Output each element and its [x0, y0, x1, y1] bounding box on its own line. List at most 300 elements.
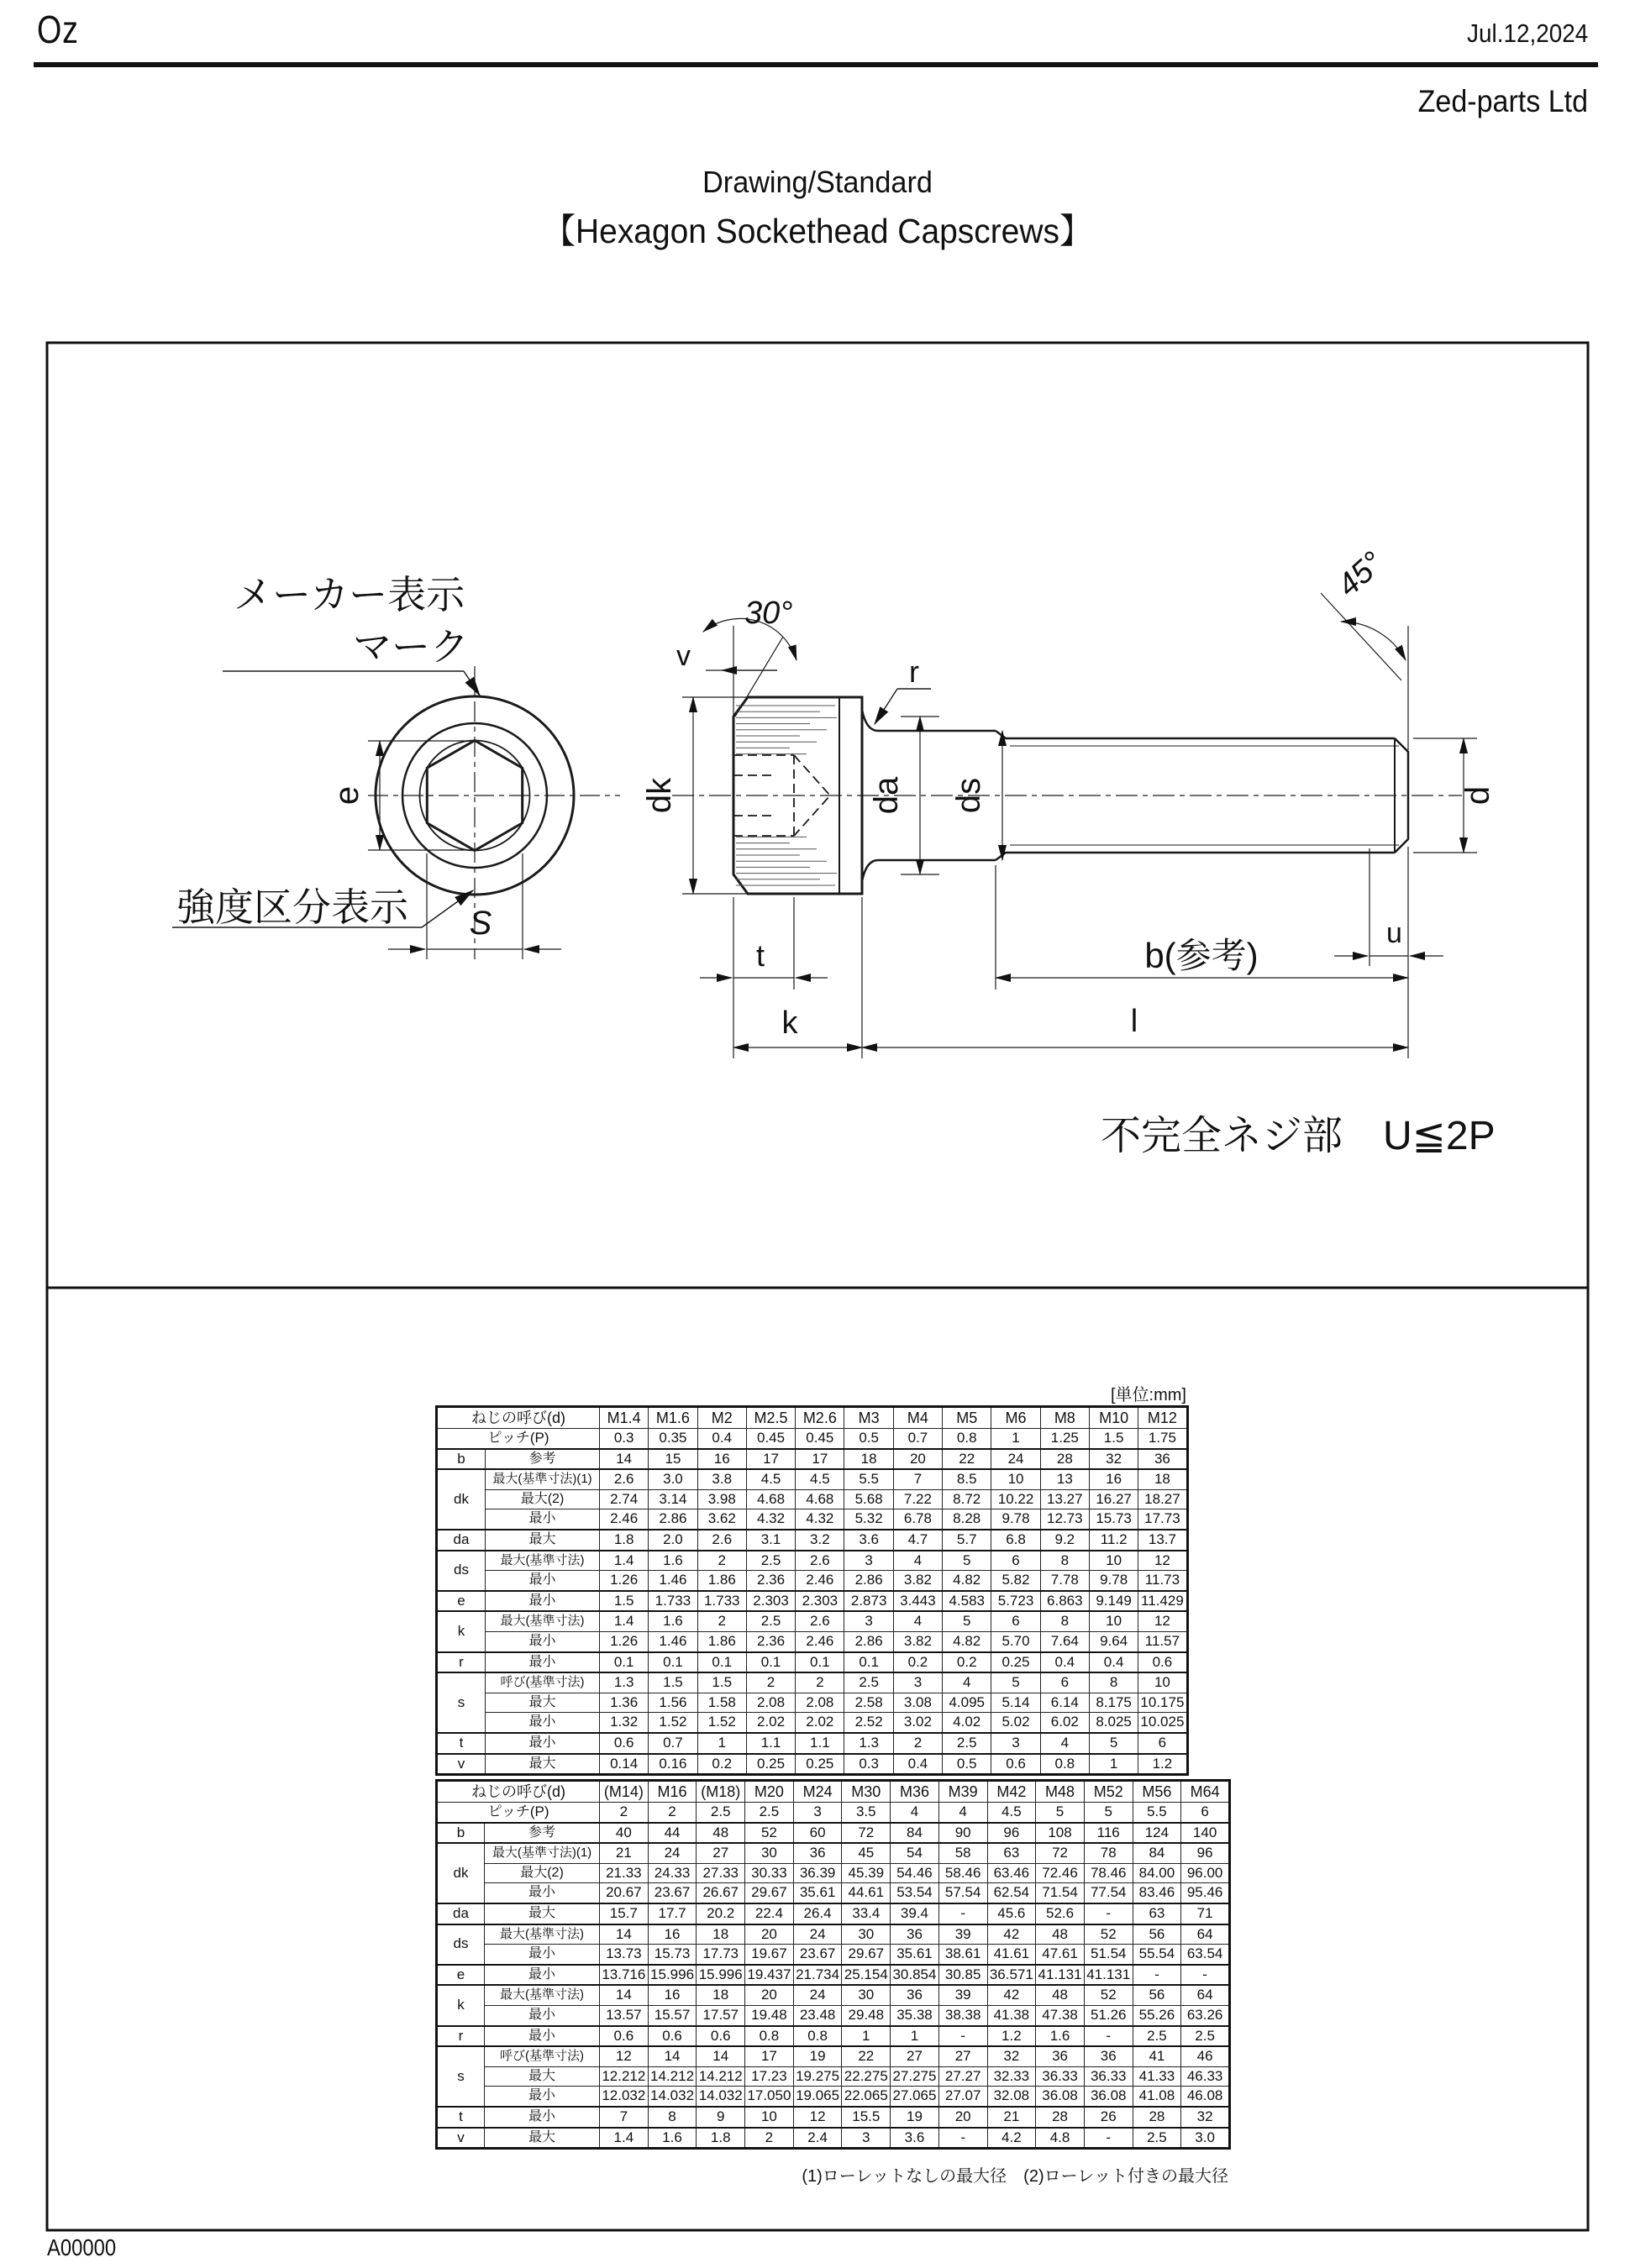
cell: 26.4 — [793, 1903, 842, 1924]
cell: M48 — [1036, 1781, 1085, 1803]
cell: 13.57 — [600, 2005, 649, 2025]
cell: 1.52 — [649, 1713, 697, 1733]
cell: 5.5 — [844, 1469, 893, 1489]
cell: 2.873 — [844, 1591, 893, 1612]
cell: 3 — [844, 1611, 893, 1631]
cell: 1.2 — [1138, 1754, 1187, 1775]
cell: dk — [437, 1843, 485, 1903]
cell: 28 — [1133, 2107, 1181, 2128]
cell: 17.7 — [648, 1903, 697, 1924]
cell: 17.73 — [1138, 1509, 1187, 1530]
cell: 52 — [1084, 1985, 1133, 2005]
cell: 最小 — [486, 1509, 600, 1530]
cell: 4.02 — [943, 1713, 991, 1733]
page-title: Drawing/Standard — [702, 165, 933, 199]
cell: 42 — [987, 1924, 1036, 1945]
cell: 23.67 — [793, 1945, 842, 1965]
cell: 2.5 — [746, 1551, 795, 1571]
cell: 17 — [745, 2046, 794, 2066]
cell: 0.7 — [893, 1429, 942, 1449]
dim-label-da: da — [868, 776, 905, 815]
cell: 4.32 — [796, 1509, 844, 1530]
cell: 30 — [745, 1843, 794, 1863]
cell: 最小 — [486, 1713, 600, 1733]
cell: 20 — [745, 1924, 794, 1945]
cell: 3.6 — [891, 2128, 939, 2149]
cell: 15.73 — [1089, 1509, 1138, 1530]
cell: 2 — [697, 1611, 746, 1631]
cell: 71.54 — [1036, 1883, 1085, 1903]
cell: da — [437, 1530, 486, 1551]
cell: 36 — [1036, 2046, 1085, 2066]
cell: 14 — [648, 2046, 697, 2066]
cell: 1.26 — [600, 1631, 649, 1651]
cell: 8.5 — [943, 1469, 991, 1489]
cell: 1.4 — [600, 2128, 649, 2149]
cell: 72 — [842, 1823, 891, 1844]
cell: 12 — [1138, 1551, 1187, 1571]
page-subtitle: 【Hexagon Sockethead Capscrews】 — [543, 212, 1092, 250]
cell: 51.26 — [1084, 2005, 1133, 2025]
cell: ねじの呼び(d) — [437, 1781, 600, 1803]
cell: 12 — [793, 2107, 842, 2128]
cell: 45.6 — [987, 1903, 1036, 1924]
cell: v — [437, 1754, 486, 1775]
cell: (M18) — [697, 1781, 745, 1803]
cell: 2.303 — [796, 1591, 844, 1612]
cell: 最小 — [485, 1883, 600, 1903]
cell: 0.6 — [600, 2026, 649, 2047]
cell: 58.46 — [938, 1863, 987, 1883]
cell: 最小 — [485, 2087, 600, 2107]
cell: 30.33 — [745, 1863, 794, 1883]
cell: 48 — [697, 1823, 745, 1844]
cell: 0.1 — [600, 1652, 649, 1673]
cell: 32.08 — [987, 2087, 1036, 2107]
cell: 51.54 — [1084, 1945, 1133, 1965]
doc-number: A00000 — [47, 2234, 117, 2260]
cell: 14 — [600, 1985, 649, 2005]
cell: 5.5 — [1133, 1803, 1181, 1823]
cell: 45 — [842, 1843, 891, 1863]
maker-mark-label-line1: メーカー表示 — [234, 573, 465, 617]
cell: 0.25 — [746, 1754, 795, 1775]
cell: 6.14 — [1040, 1693, 1089, 1713]
dim-label-r: r — [909, 654, 919, 689]
cell: 64 — [1181, 1924, 1230, 1945]
cell: 最小 — [485, 2005, 600, 2025]
cell: 27.065 — [891, 2087, 939, 2107]
cell: 2.5 — [697, 1803, 745, 1823]
cell: 6.863 — [1040, 1591, 1089, 1612]
cell: 32.33 — [987, 2066, 1036, 2087]
cell: 0.16 — [649, 1754, 697, 1775]
cell: 8.025 — [1089, 1713, 1138, 1733]
cell: 2 — [600, 1803, 649, 1823]
cell: 4.82 — [943, 1631, 991, 1651]
dim-label-dk: dk — [641, 777, 678, 814]
cell: 27.33 — [697, 1863, 745, 1883]
cell: 4.5 — [987, 1803, 1036, 1823]
cell: 2 — [746, 1672, 795, 1693]
cell: 36 — [891, 1924, 939, 1945]
cell: 17 — [796, 1449, 844, 1470]
cell: 84 — [891, 1823, 939, 1844]
cell: 0.5 — [844, 1429, 893, 1449]
cell: 32 — [1181, 2107, 1230, 2128]
cell: v — [437, 2128, 485, 2149]
cell: M6 — [991, 1407, 1040, 1429]
cell: 0.2 — [893, 1652, 942, 1673]
cell: 7 — [600, 2107, 649, 2128]
cell: 1.6 — [1036, 2026, 1085, 2047]
cell: 2.46 — [600, 1509, 649, 1530]
cell: 27.07 — [938, 2087, 987, 2107]
cell: 最小 — [485, 1965, 600, 1986]
cell: 2.86 — [844, 1631, 893, 1651]
dim-label-k: k — [781, 1005, 798, 1041]
cell: 46.33 — [1181, 2066, 1230, 2087]
cell: 3.8 — [697, 1469, 746, 1489]
cell: 0.6 — [600, 1733, 649, 1754]
cell: 36 — [1084, 2046, 1133, 2066]
cell: 16 — [648, 1985, 697, 2005]
cell: 36.39 — [793, 1863, 842, 1883]
cell: 4.583 — [943, 1591, 991, 1612]
cell: 最大(基準寸法) — [486, 1611, 600, 1631]
cell: 5 — [1036, 1803, 1085, 1823]
cell: 24 — [793, 1924, 842, 1945]
cell: s — [437, 2046, 485, 2107]
cell: 4.7 — [893, 1530, 942, 1551]
maker-mark-leader — [223, 671, 480, 696]
cell: ds — [437, 1924, 485, 1965]
cell: 10 — [745, 2107, 794, 2128]
cell: M1.6 — [649, 1407, 697, 1429]
cell: M24 — [793, 1781, 842, 1803]
cell: 29.67 — [842, 1945, 891, 1965]
cell: 呼び(基準寸法) — [485, 2046, 600, 2066]
cell: 116 — [1084, 1823, 1133, 1844]
table-footnote: (1)ローレットなしの最大径 (2)ローレット付きの最大径 — [802, 2167, 1228, 2186]
cell: 27 — [938, 2046, 987, 2066]
cell: 2.0 — [649, 1530, 697, 1551]
cell: 5.32 — [844, 1509, 893, 1530]
cell: 30.85 — [938, 1965, 987, 1986]
cell: 1.6 — [649, 1551, 697, 1571]
cell: 呼び(基準寸法) — [486, 1672, 600, 1693]
cell: 27.27 — [938, 2066, 987, 2087]
cell: 1.5 — [1089, 1429, 1138, 1449]
cell: M2 — [697, 1407, 746, 1429]
cell: 最小 — [486, 1631, 600, 1651]
cell: 36.571 — [987, 1965, 1036, 1986]
cell: e — [437, 1591, 486, 1612]
cell: 最大 — [486, 1693, 600, 1713]
cell: 3.98 — [697, 1489, 746, 1509]
company-name: Zed-parts Ltd — [1417, 84, 1588, 118]
cell: (M14) — [600, 1781, 649, 1803]
cell: 6 — [991, 1551, 1040, 1571]
cell: 21 — [987, 2107, 1036, 2128]
cell: 最大 — [486, 1530, 600, 1551]
cell: 27.275 — [891, 2066, 939, 2087]
cell: 10 — [1089, 1551, 1138, 1571]
cell: b — [437, 1823, 485, 1844]
cell: 1.6 — [649, 1611, 697, 1631]
cell: 21.734 — [793, 1965, 842, 1986]
cell: M8 — [1040, 1407, 1089, 1429]
cell: 6.8 — [991, 1530, 1040, 1551]
cell: 5.68 — [844, 1489, 893, 1509]
cell: 2.5 — [1181, 2026, 1230, 2047]
cell: 15.996 — [648, 1965, 697, 1986]
cell: 56 — [1133, 1985, 1181, 2005]
cell: 4.82 — [943, 1571, 991, 1591]
doc-code: Oz — [37, 8, 79, 51]
dim-label-30deg: 30° — [744, 596, 793, 631]
dim-label-b: b(参考) — [1144, 936, 1259, 975]
dim-label-d: d — [1459, 785, 1496, 806]
cell: 最大(基準寸法) — [486, 1551, 600, 1571]
cell: 47.61 — [1036, 1945, 1085, 1965]
cell: 7 — [893, 1469, 942, 1489]
cell: 4 — [943, 1672, 991, 1693]
cell: 3.6 — [844, 1530, 893, 1551]
cell: 10 — [1138, 1672, 1187, 1693]
cell: 15.5 — [842, 2107, 891, 2128]
cell: 54.46 — [891, 1863, 939, 1883]
cell: 10 — [1089, 1611, 1138, 1631]
cell: 20 — [893, 1449, 942, 1470]
cell: 9.2 — [1040, 1530, 1089, 1551]
cell: 38.38 — [938, 2005, 987, 2025]
cell: 2 — [745, 2128, 794, 2149]
cell: 23.48 — [793, 2005, 842, 2025]
cell: 3.02 — [893, 1713, 942, 1733]
cell: M5 — [943, 1407, 991, 1429]
cell: 12 — [1138, 1611, 1187, 1631]
cell: 29.67 — [745, 1883, 794, 1903]
cell: M4 — [893, 1407, 942, 1429]
cell: 0.1 — [649, 1652, 697, 1673]
cell: 1.36 — [600, 1693, 649, 1713]
cell: 2.36 — [746, 1571, 795, 1591]
cell: 18 — [697, 1924, 745, 1945]
cell: 1.26 — [600, 1571, 649, 1591]
cell: 21.33 — [600, 1863, 649, 1883]
cell: 2 — [697, 1551, 746, 1571]
cell: 0.8 — [793, 2026, 842, 2047]
cell: 9 — [697, 2107, 745, 2128]
cell: 6 — [1181, 1803, 1230, 1823]
cell: 最大 — [485, 2128, 600, 2149]
cell: 14 — [697, 2046, 745, 2066]
cell: 4 — [938, 1803, 987, 1823]
cell: 2.5 — [1133, 2128, 1181, 2149]
cell: 30 — [842, 1924, 891, 1945]
cell: 17.73 — [697, 1945, 745, 1965]
cell: 0.3 — [844, 1754, 893, 1775]
cell: 32 — [987, 2046, 1036, 2066]
cell: 3 — [793, 1803, 842, 1823]
cell: 1.733 — [697, 1591, 746, 1612]
cell: 20.2 — [697, 1903, 745, 1924]
cell: 16 — [648, 1924, 697, 1945]
cell: 6.02 — [1040, 1713, 1089, 1733]
cell: 9.64 — [1089, 1631, 1138, 1651]
cell: 4.5 — [746, 1469, 795, 1489]
dimension-u — [1334, 847, 1443, 1058]
cell: dk — [437, 1469, 486, 1530]
cell: 2.86 — [844, 1571, 893, 1591]
cell: 26.67 — [697, 1883, 745, 1903]
cell: 1.6 — [648, 2128, 697, 2149]
cell: 2.46 — [796, 1631, 844, 1651]
cell: 10 — [991, 1469, 1040, 1489]
cell: 19 — [891, 2107, 939, 2128]
cell: 0.1 — [746, 1652, 795, 1673]
cell: 1.1 — [746, 1733, 795, 1754]
cell: 15 — [649, 1449, 697, 1470]
maker-mark-label-line2: マーク — [353, 625, 469, 669]
cell: 3 — [844, 1551, 893, 1571]
cell: 1.32 — [600, 1713, 649, 1733]
cell: 0.8 — [943, 1429, 991, 1449]
cell: 52.6 — [1036, 1903, 1085, 1924]
cell: 22.275 — [842, 2066, 891, 2087]
dim-label-s: S — [469, 905, 492, 942]
cell: 63 — [1133, 1903, 1181, 1924]
cell: 2.36 — [746, 1631, 795, 1651]
cell: 14 — [600, 1449, 649, 1470]
cell: 3 — [991, 1733, 1040, 1754]
cell: 63.26 — [1181, 2005, 1230, 2025]
annotation-45deg — [1321, 593, 1408, 750]
cell: 3.82 — [893, 1571, 942, 1591]
unit-label: [単位:mm] — [1111, 1386, 1186, 1404]
cell: ピッチ(P) — [437, 1429, 600, 1449]
cell: 最大(基準寸法) — [485, 1985, 600, 2005]
cell: 1 — [697, 1733, 746, 1754]
cell: 4 — [1040, 1733, 1089, 1754]
cell: 1.86 — [697, 1631, 746, 1651]
cell: 72 — [1036, 1843, 1085, 1863]
cell: 140 — [1181, 1823, 1230, 1844]
cell: 2.5 — [943, 1733, 991, 1754]
cell: 27 — [891, 2046, 939, 2066]
cell: 12.032 — [600, 2087, 649, 2107]
cell: M56 — [1133, 1781, 1181, 1803]
cell: 10.175 — [1138, 1693, 1187, 1713]
cell: 96 — [987, 1823, 1036, 1844]
cell: 1.56 — [649, 1693, 697, 1713]
cell: 0.5 — [943, 1754, 991, 1775]
cell: 33.4 — [842, 1903, 891, 1924]
cell: 58 — [938, 1843, 987, 1863]
cell: 最小 — [486, 1571, 600, 1591]
cell: 1.75 — [1138, 1429, 1187, 1449]
cell: 2.6 — [796, 1611, 844, 1631]
cell: 0.4 — [893, 1754, 942, 1775]
cell: 0.25 — [796, 1754, 844, 1775]
cell: 48 — [1036, 1924, 1085, 1945]
dim-label-u: u — [1386, 917, 1402, 949]
cell: 15.7 — [600, 1903, 649, 1924]
cell: 2 — [648, 1803, 697, 1823]
cell: M39 — [938, 1781, 987, 1803]
cell: 17.57 — [697, 2005, 745, 2025]
cell: 21 — [600, 1843, 649, 1863]
cell: 57.54 — [938, 1883, 987, 1903]
cell: 3.82 — [893, 1631, 942, 1651]
cell: 44 — [648, 1823, 697, 1844]
cell: 10.025 — [1138, 1713, 1187, 1733]
cell: 63 — [987, 1843, 1036, 1863]
cell: 0.3 — [600, 1429, 649, 1449]
cell: 1.46 — [649, 1631, 697, 1651]
cell: 40 — [600, 1823, 649, 1844]
cell: 8 — [1089, 1672, 1138, 1693]
cell: 32 — [1089, 1449, 1138, 1470]
side-view — [672, 697, 1462, 894]
cell: M20 — [745, 1781, 794, 1803]
cell: 64 — [1181, 1985, 1230, 2005]
cell: 3.08 — [893, 1693, 942, 1713]
cell: k — [437, 1985, 485, 2025]
cell: 2.52 — [844, 1713, 893, 1733]
cell: 6 — [991, 1611, 1040, 1631]
cell: 1.3 — [844, 1733, 893, 1754]
cell: 2.5 — [746, 1611, 795, 1631]
cell: - — [1084, 2128, 1133, 2149]
cell: 2 — [796, 1672, 844, 1693]
cell: 35.61 — [793, 1883, 842, 1903]
cell: 15.996 — [697, 1965, 745, 1986]
cell: - — [1084, 2026, 1133, 2047]
cell: 8 — [1040, 1611, 1089, 1631]
cell: 2.5 — [844, 1672, 893, 1693]
cell: 最小 — [485, 1945, 600, 1965]
cell: 1 — [1089, 1754, 1138, 1775]
cell: 13.27 — [1040, 1489, 1089, 1509]
cell: 96.00 — [1181, 1863, 1230, 1883]
cell: 23.67 — [648, 1883, 697, 1903]
cell: 5.14 — [991, 1693, 1040, 1713]
cell: 1.5 — [649, 1672, 697, 1693]
cell: 72.46 — [1036, 1863, 1085, 1883]
cell: 最大(基準寸法)(1) — [486, 1469, 600, 1489]
cell: - — [938, 2128, 987, 2149]
cell: 14.212 — [648, 2066, 697, 2087]
cell: 5 — [943, 1611, 991, 1631]
cell: 8 — [648, 2107, 697, 2128]
cell: 8.28 — [943, 1509, 991, 1530]
cell: 22 — [842, 2046, 891, 2066]
cell: 36.33 — [1036, 2066, 1085, 2087]
cell: ねじの呼び(d) — [437, 1407, 600, 1429]
cell: 最大(2) — [486, 1489, 600, 1509]
cell: 2.6 — [796, 1551, 844, 1571]
cell: 60 — [793, 1823, 842, 1844]
cell: ピッチ(P) — [437, 1803, 600, 1823]
cell: 71 — [1181, 1903, 1230, 1924]
cell: M52 — [1084, 1781, 1133, 1803]
cell: 1.52 — [697, 1713, 746, 1733]
cell: 2.4 — [793, 2128, 842, 2149]
cell: 3.5 — [842, 1803, 891, 1823]
cell: 最小 — [485, 2107, 600, 2128]
